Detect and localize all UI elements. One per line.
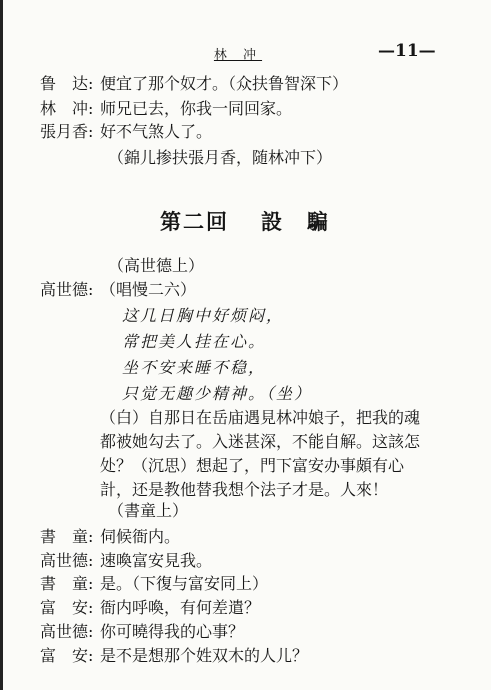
speech-text: 是不是想那个姓双木的人儿？: [100, 646, 309, 665]
stage-direction: （書童上）: [108, 501, 189, 520]
speaker-name: 鲁 达:: [40, 74, 94, 93]
verse-line: 常把美人挂在心。: [122, 332, 267, 351]
stage-direction: （錦儿掺扶張月香，随林冲下）: [108, 148, 333, 167]
speech-text: 衙内呼喚，有何差遣？: [100, 598, 261, 617]
speaker-name: 富 安:: [40, 646, 94, 665]
page-number: —11—: [378, 41, 436, 61]
speech-text: 好不气煞人了。: [100, 122, 213, 141]
speaker-name: 書 童:: [40, 574, 94, 593]
chapter-name: 設 騙: [261, 209, 330, 234]
song-tune: （唱慢二六）: [100, 280, 197, 299]
speaker-name: 書 童:: [40, 527, 94, 546]
speech-text: 你可曉得我的心事？: [100, 622, 245, 641]
speaker-name: 高世德:: [40, 280, 94, 299]
speaker-name: 富 安:: [40, 598, 94, 617]
speaker-name: 張月香:: [40, 122, 94, 141]
speech-text: 速喚富安見我。: [100, 551, 213, 570]
speech-text: 师兄已去，你我一同回家。: [100, 99, 293, 118]
binding-edge: [0, 0, 3, 690]
stage-direction: （高世德上）: [108, 256, 205, 275]
speaker-name: 高世德:: [40, 551, 94, 570]
speaker-name: 高世德:: [40, 622, 94, 641]
verse-line: 坐不安来睡不稳，: [122, 358, 267, 377]
verse-line: 这几日胸中好烦闷，: [122, 306, 285, 325]
speech-text: 是。（下復与富安同上）: [100, 574, 269, 593]
speech-text: 伺候衙内。: [100, 527, 181, 546]
speech-text: 便宜了那个奴才。（众扶鲁智深下）: [100, 74, 349, 93]
speaker-name: 林 冲:: [40, 99, 94, 118]
chapter-number: 第二回: [160, 209, 229, 234]
verse-line: 只觉无趣少精神。（坐）: [122, 384, 313, 403]
running-header-title: 林 冲: [213, 48, 263, 63]
chapter-heading: [160, 206, 360, 236]
monologue-paragraph: （白）自那日在岳庙遇見林冲娘子，把我的魂都被她勾去了。入迷甚深，不能自解。这該怎处？（沉思）想起了，門下富安办事頗有心計，还是教他替我想个法子才是。人來！: [100, 408, 421, 499]
